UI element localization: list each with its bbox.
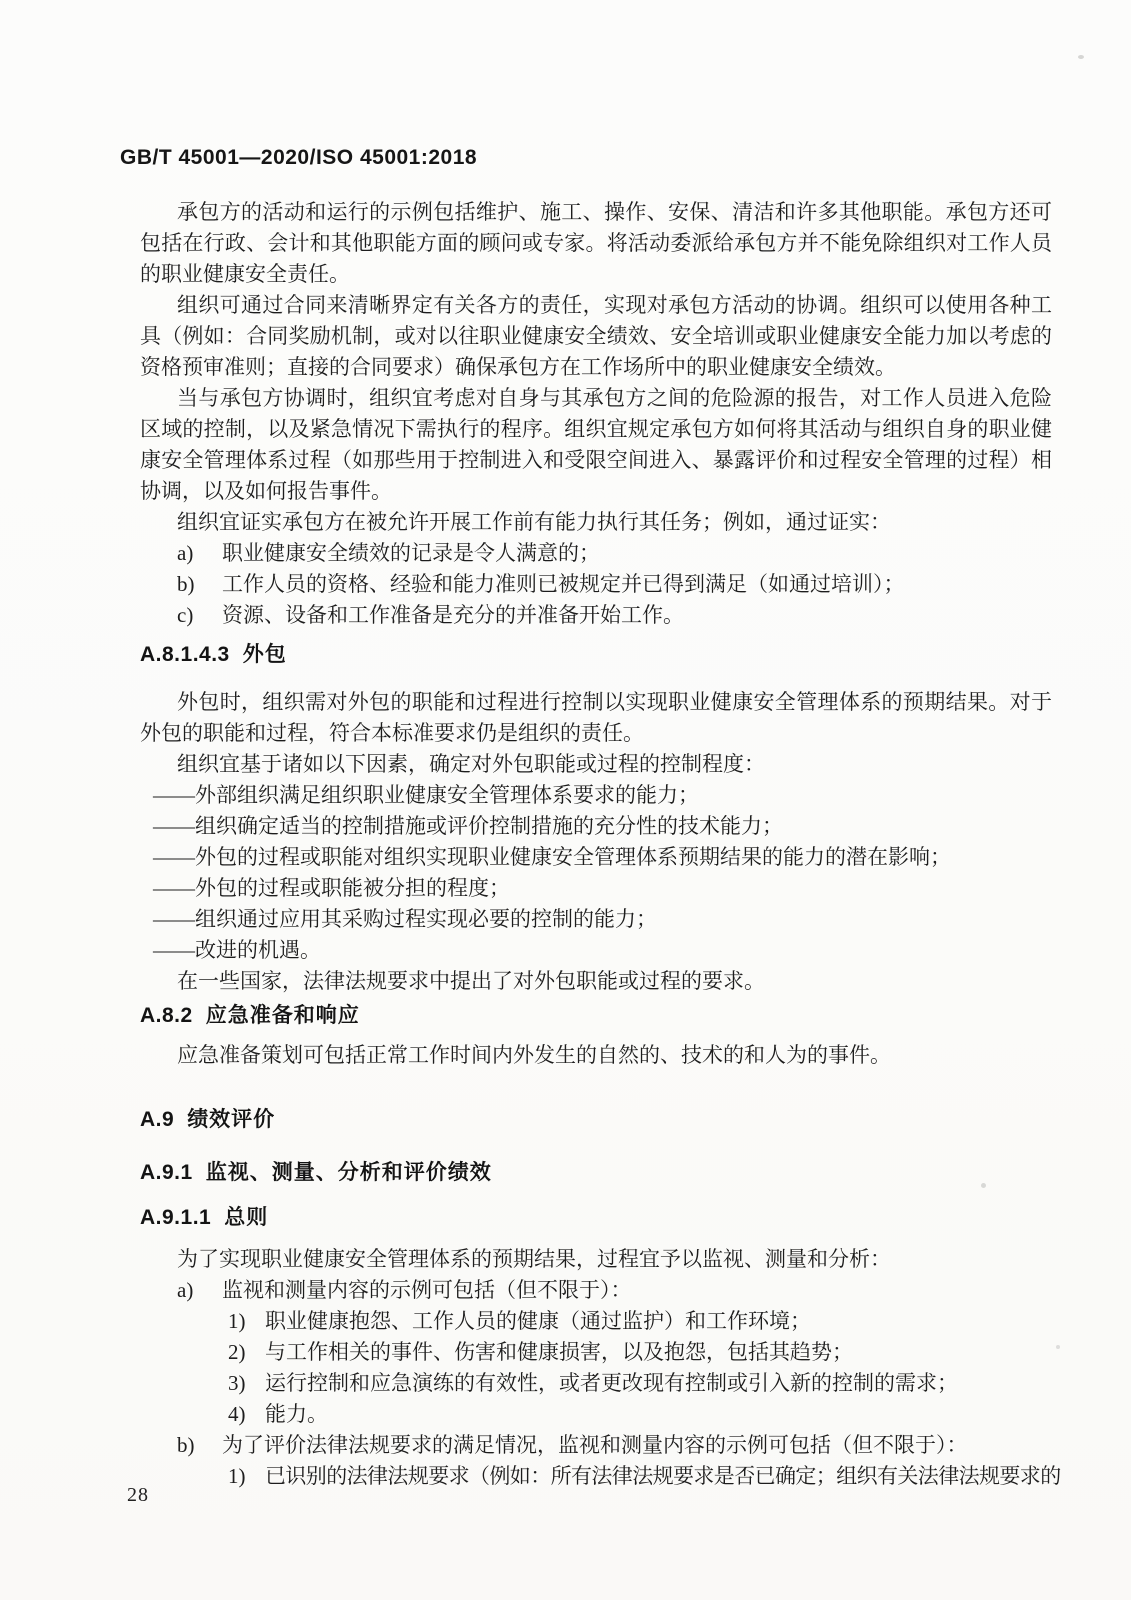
dash-marker: ——	[153, 938, 195, 962]
dash-text: 外包的过程或职能对组织实现职业健康安全管理体系预期结果的能力的潜在影响；	[195, 845, 951, 869]
paragraph-legal-note: 在一些国家，法律法规要求中提出了对外包职能或过程的要求。	[177, 969, 765, 993]
sub-item-b1	[140, 1461, 1061, 1492]
dash-marker: ——	[153, 814, 195, 838]
list-marker: b)	[177, 1433, 195, 1457]
dash-text: 组织确定适当的控制措施或评价控制措施的充分性的技术能力；	[195, 814, 783, 838]
dash-item-shared	[140, 873, 1052, 904]
paragraph-verify-intro: 组织宜证实承包方在被允许开展工作前有能力执行其任务；例如，通过证实：	[177, 510, 891, 534]
dash-item-impact	[140, 842, 1052, 873]
list-item-monitoring-b	[140, 1430, 1052, 1461]
sub-marker: 1)	[228, 1464, 246, 1488]
heading-title: 外包	[242, 643, 287, 666]
paragraph-factors-intro: 组织宜基于诸如以下因素，确定对外包职能或过程的控制程度：	[177, 752, 765, 776]
list-marker: a)	[177, 1278, 194, 1302]
sub-text: 职业健康抱怨、工作人员的健康（通过监护）和工作环境；	[265, 1309, 811, 1333]
dash-marker: ——	[153, 783, 195, 807]
list-text: 职业健康安全绩效的记录是令人满意的；	[222, 541, 600, 565]
list-item-b	[140, 569, 1052, 600]
heading-monitoring	[140, 1157, 1052, 1188]
heading-title: 总则	[224, 1206, 269, 1229]
heading-number: A.8.2	[140, 1004, 193, 1027]
scan-speck	[1078, 55, 1084, 59]
sub-marker: 1)	[228, 1309, 246, 1333]
page-body	[140, 197, 1061, 1492]
list-item-monitoring-a	[140, 1275, 1052, 1306]
sub-text: 运行控制和应急演练的有效性，或者更改现有控制或引入新的控制的需求；	[265, 1371, 958, 1395]
heading-number: A.8.1.4.3	[140, 643, 230, 666]
scan-speck	[1056, 1345, 1060, 1349]
sub-text: 与工作相关的事件、伤害和健康损害，以及抱怨，包括其趋势；	[265, 1340, 853, 1364]
sub-text: 已识别的法律法规要求（例如：所有法律法规要求是否已确定；组织有关法律法规要求的	[265, 1464, 1061, 1488]
heading-title: 应急准备和响应	[205, 1004, 360, 1027]
running-header: GB/T 45001—2020/ISO 45001:2018	[120, 146, 478, 169]
sub-item-4	[140, 1399, 1052, 1430]
sub-marker: 4)	[228, 1402, 246, 1426]
dash-marker: ——	[153, 876, 195, 900]
heading-title: 绩效评价	[187, 1108, 276, 1131]
list-marker: c)	[177, 603, 194, 627]
list-item-c	[140, 600, 1052, 631]
sub-text: 能力。	[265, 1402, 328, 1426]
heading-number: A.9.1	[140, 1161, 193, 1184]
dash-item-technical	[140, 811, 1052, 842]
sub-item-2	[140, 1337, 1052, 1368]
sub-marker: 3)	[228, 1371, 246, 1395]
paragraph-hazard-reporting: 当与承包方协调时，组织宜考虑对自身与其承包方之间的危险源的报告，对工作人员进入危险区域的控制，以及紧急情况下需执行的程序。组织宜规定承包方如何将其活动与组织自身的职业健康安全管理体系过程（如那些用于控制进入和受限空间进入、暴露评价和过程安全管理的过程）相协调，以及如何报告事件。	[140, 386, 1052, 503]
heading-number: A.9.1.1	[140, 1206, 212, 1229]
dash-text: 外包的过程或职能被分担的程度；	[195, 876, 510, 900]
heading-outsourcing	[140, 639, 1052, 670]
dash-item-capability	[140, 780, 1052, 811]
dash-text: 改进的机遇。	[195, 938, 321, 962]
list-marker: b)	[177, 572, 195, 596]
dash-text: 外部组织满足组织职业健康安全管理体系要求的能力；	[195, 783, 699, 807]
list-text: 资源、设备和工作准备是充分的并准备开始工作。	[222, 603, 684, 627]
heading-performance	[140, 1104, 1052, 1135]
sub-item-1	[140, 1306, 1052, 1337]
list-text: 监视和测量内容的示例可包括（但不限于）：	[222, 1278, 632, 1302]
heading-title: 监视、测量、分析和评价绩效	[205, 1161, 492, 1184]
paragraph-monitoring-intro: 为了实现职业健康安全管理体系的预期结果，过程宜予以监视、测量和分析：	[177, 1247, 891, 1271]
list-marker: a)	[177, 541, 194, 565]
dash-marker: ——	[153, 845, 195, 869]
sub-item-3	[140, 1368, 1052, 1399]
paragraph-contract-coordination: 组织可通过合同来清晰界定有关各方的责任，实现对承包方活动的协调。组织可以使用各种工具（例如：合同奖励机制，或对以往职业健康安全绩效、安全培训或职业健康安全能力加以考虑的资格预审准则；直接的合同要求）确保承包方在工作场所中的职业健康安全绩效。	[140, 293, 1052, 379]
paragraph-contractor-examples: 承包方的活动和运行的示例包括维护、施工、操作、安保、清洁和许多其他职能。承包方还可包括在行政、会计和其他职能方面的顾问或专家。将活动委派给承包方并不能免除组织对工作人员的职业健康安全责任。	[140, 200, 1052, 286]
dash-text: 组织通过应用其采购过程实现必要的控制的能力；	[195, 907, 657, 931]
paragraph-emergency-body: 应急准备策划可包括正常工作时间内外发生的自然的、技术的和人为的事件。	[177, 1043, 891, 1067]
dash-item-procurement	[140, 904, 1052, 935]
heading-number: A.9	[140, 1108, 175, 1131]
heading-emergency	[140, 1000, 1052, 1031]
list-item-a	[140, 538, 1052, 569]
list-text: 工作人员的资格、经验和能力准则已被规定并已得到满足（如通过培训）；	[222, 572, 905, 596]
dash-marker: ——	[153, 907, 195, 931]
dash-item-improvement	[140, 935, 1052, 966]
scan-speck	[981, 1183, 986, 1188]
page-number: 28	[127, 1484, 149, 1506]
paragraph-outsourcing-body: 外包时，组织需对外包的职能和过程进行控制以实现职业健康安全管理体系的预期结果。对于外包的职能和过程，符合本标准要求仍是组织的责任。	[140, 690, 1052, 745]
sub-marker: 2)	[228, 1340, 246, 1364]
list-text: 为了评价法律法规要求的满足情况，监视和测量内容的示例可包括（但不限于）：	[222, 1433, 968, 1457]
heading-general	[140, 1202, 1052, 1233]
